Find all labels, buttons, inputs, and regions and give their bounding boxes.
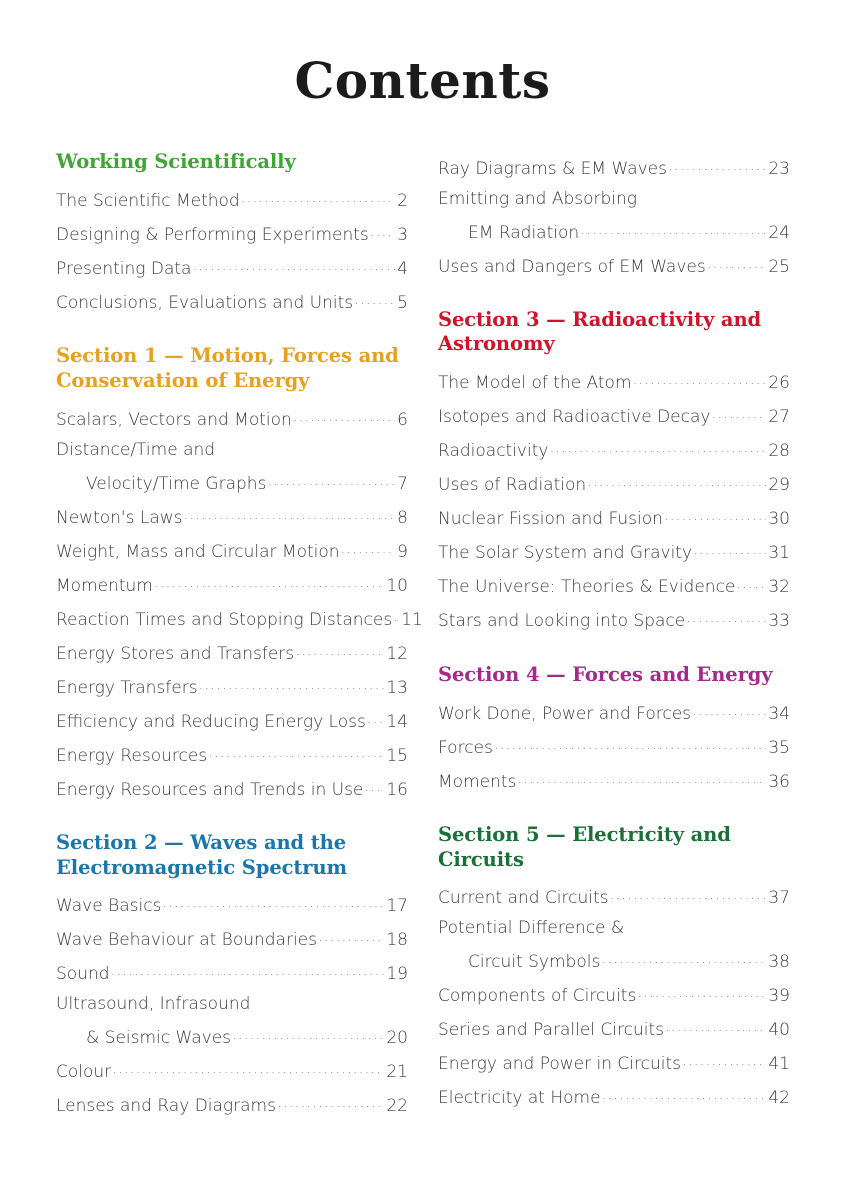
contents-entry-page-number: 36 — [768, 771, 790, 792]
contents-entry[interactable] — [438, 467, 790, 501]
contents-entry-title: Ultrasound, Infrasound — [56, 994, 251, 1015]
contents-entry-title: Wave Basics — [56, 896, 162, 917]
contents-entry[interactable] — [56, 533, 408, 567]
contents-entry-page-number: 39 — [768, 986, 790, 1007]
contents-entry-title: Lenses and Ray Diagrams — [56, 1096, 276, 1117]
contents-section — [438, 663, 790, 797]
contents-entry-title: Wave Behaviour at Boundaries — [56, 930, 318, 951]
leader-dots — [295, 642, 384, 659]
leader-dots — [208, 744, 384, 761]
leader-dots — [393, 608, 399, 625]
contents-entry-title: Energy Resources and Trends in Use — [56, 779, 364, 800]
contents-entry[interactable] — [438, 944, 790, 978]
contents-entry-title: Distance/Time and — [56, 439, 216, 460]
contents-entry-page-number: 8 — [397, 507, 408, 528]
contents-entry[interactable] — [438, 535, 790, 569]
leader-dots — [367, 710, 385, 727]
contents-entry-title: Efficiency and Reducing Energy Loss — [56, 711, 366, 732]
section-heading: Section 1 — Motion, Forces and Conservation of Energy — [56, 344, 399, 392]
leader-dots — [711, 405, 766, 422]
contents-entry-title: Presenting Data — [56, 258, 192, 279]
contents-entry[interactable] — [56, 182, 408, 216]
contents-entry[interactable] — [56, 703, 408, 737]
contents-entry[interactable] — [56, 990, 408, 1020]
contents-entry-page-number: 15 — [386, 745, 408, 766]
contents-entry[interactable] — [56, 435, 408, 465]
contents-entry[interactable] — [56, 1054, 408, 1088]
contents-entry-title: Energy Resources — [56, 745, 208, 766]
contents-entry-title: Energy Transfers — [56, 677, 198, 698]
contents-entry[interactable] — [438, 433, 790, 467]
leader-dots — [602, 1086, 767, 1103]
contents-entry-title: The Universe: Theories & Evidence — [438, 577, 736, 598]
section-heading: Working Scientifically — [56, 150, 296, 173]
contents-entry-page-number: 27 — [768, 407, 790, 428]
contents-entry[interactable] — [438, 1046, 790, 1080]
leader-dots — [736, 575, 766, 592]
leader-dots — [318, 928, 384, 945]
contents-entry-page-number: 19 — [386, 964, 408, 985]
leader-dots — [341, 540, 396, 557]
contents-entry[interactable] — [438, 399, 790, 433]
leader-dots — [364, 778, 384, 795]
contents-entry-title: Moments — [438, 771, 517, 792]
leader-dots — [293, 408, 395, 425]
contents-entry[interactable] — [56, 499, 408, 533]
contents-section — [56, 831, 408, 1122]
section-heading: Section 2 — Waves and the Electromagnetic Spectrum — [56, 831, 348, 879]
contents-entry-title: Velocity/Time Graphs — [86, 473, 267, 494]
section-heading: Section 4 — Forces and Energy — [438, 662, 773, 686]
contents-entry-page-number: 29 — [768, 475, 790, 496]
section-heading: Section 3 — Radioactivity and Astronomy — [438, 308, 762, 356]
contents-entry-page-number: 24 — [768, 222, 790, 243]
contents-entry[interactable] — [438, 729, 790, 763]
contents-entry-title: Stars and Looking into Space — [438, 611, 686, 632]
contents-entry[interactable] — [56, 401, 408, 435]
contents-entry-page-number: 32 — [768, 577, 790, 598]
leader-dots — [682, 1052, 766, 1069]
leader-dots — [494, 736, 767, 753]
leader-dots — [707, 255, 767, 272]
contents-entry[interactable] — [56, 922, 408, 956]
contents-entry-page-number: 7 — [397, 473, 408, 494]
contents-entry[interactable] — [438, 695, 790, 729]
contents-entry-title: Circuit Symbols — [468, 952, 601, 973]
contents-entry-title: Work Done, Power and Forces — [438, 703, 692, 724]
contents-entry-page-number: 34 — [768, 703, 790, 724]
leader-dots — [664, 507, 766, 524]
leader-dots — [232, 1026, 384, 1043]
contents-entry-page-number: 31 — [768, 543, 790, 564]
contents-entry-title: Electricity at Home — [438, 1088, 601, 1109]
contents-entry-title: The Scientific Method — [56, 190, 240, 211]
contents-entry-page-number: 17 — [386, 896, 408, 917]
contents-right-column — [438, 150, 790, 1122]
contents-entry-page-number: 4 — [397, 258, 408, 279]
leader-dots — [370, 223, 395, 240]
leader-dots — [112, 1060, 384, 1077]
page-title: Contents — [294, 51, 551, 110]
leader-dots — [665, 1018, 766, 1035]
contents-entry-title: Sound — [56, 964, 110, 985]
contents-entry-page-number: 41 — [768, 1054, 790, 1075]
contents-entry[interactable] — [56, 465, 408, 499]
leader-dots — [580, 221, 766, 238]
contents-columns — [0, 150, 845, 1122]
leader-dots — [277, 1094, 384, 1111]
contents-section — [56, 344, 423, 805]
contents-entry[interactable] — [438, 603, 790, 637]
leader-dots — [111, 962, 385, 979]
contents-entry-title: Energy and Power in Circuits — [438, 1054, 681, 1075]
contents-entry[interactable] — [438, 150, 790, 184]
leader-dots — [162, 894, 384, 911]
contents-entry-title: The Solar System and Gravity — [438, 543, 693, 564]
contents-entry[interactable] — [438, 248, 790, 282]
contents-entry-page-number: 30 — [768, 509, 790, 530]
contents-entry-title: Uses of Radiation — [438, 475, 587, 496]
contents-entry-title: EM Radiation — [468, 222, 580, 243]
contents-entry-title: Components of Circuits — [438, 986, 637, 1007]
leader-dots — [610, 886, 767, 903]
contents-entry-page-number: 2 — [397, 190, 408, 211]
contents-entry-page-number: 25 — [768, 256, 790, 277]
contents-entry-title: Newton's Laws — [56, 507, 183, 528]
contents-entry-title: Reaction Times and Stopping Distances — [56, 609, 393, 630]
contents-left-column — [56, 150, 423, 1122]
leader-dots — [587, 473, 766, 490]
contents-entry-page-number: 14 — [386, 711, 408, 732]
contents-entry-page-number: 3 — [397, 224, 408, 245]
contents-entry[interactable] — [56, 737, 408, 771]
contents-entry[interactable] — [56, 601, 423, 635]
leader-dots — [686, 609, 766, 626]
contents-entry-page-number: 20 — [386, 1028, 408, 1049]
contents-section — [56, 150, 408, 318]
contents-entry-page-number: 13 — [386, 677, 408, 698]
contents-entry[interactable] — [56, 669, 408, 703]
contents-entry-page-number: 22 — [386, 1096, 408, 1117]
contents-entry[interactable] — [56, 888, 408, 922]
contents-entry[interactable] — [56, 567, 408, 601]
contents-entry[interactable] — [56, 216, 408, 250]
contents-entry[interactable] — [56, 771, 408, 805]
contents-entry-page-number: 9 — [397, 541, 408, 562]
leader-dots — [517, 770, 766, 787]
leader-dots — [184, 506, 396, 523]
contents-entry-page-number: 11 — [401, 609, 423, 630]
contents-entry[interactable] — [438, 1080, 790, 1114]
contents-entry-title: Emitting and Absorbing — [438, 188, 638, 209]
leader-dots — [633, 371, 767, 388]
leader-dots — [601, 950, 766, 967]
contents-entry-page-number: 10 — [386, 575, 408, 596]
contents-entry-title: Isotopes and Radioactive Decay — [438, 407, 711, 428]
contents-entry-title: Radioactivity — [438, 441, 549, 462]
contents-entry-page-number: 12 — [386, 643, 408, 664]
contents-entry[interactable] — [56, 1020, 408, 1054]
contents-entry[interactable] — [56, 956, 408, 990]
contents-entry[interactable] — [438, 978, 790, 1012]
contents-section — [438, 308, 790, 637]
contents-entry-title: Uses and Dangers of EM Waves — [438, 256, 706, 277]
contents-entry[interactable] — [438, 214, 790, 248]
contents-entry-title: Energy Stores and Transfers — [56, 643, 295, 664]
contents-section — [438, 150, 790, 282]
leader-dots — [192, 257, 395, 274]
contents-entry-page-number: 38 — [768, 952, 790, 973]
leader-dots — [549, 439, 766, 456]
contents-entry-title: Weight, Mass and Circular Motion — [56, 541, 340, 562]
leader-dots — [267, 472, 395, 489]
contents-entry-page-number: 40 — [768, 1020, 790, 1041]
contents-entry-page-number: 37 — [768, 888, 790, 909]
contents-entry[interactable] — [438, 914, 790, 944]
contents-entry[interactable] — [56, 1088, 408, 1122]
contents-entry[interactable] — [56, 284, 408, 318]
contents-entry-title: Potential Difference & — [438, 918, 625, 939]
leader-dots — [154, 574, 384, 591]
leader-dots — [637, 984, 766, 1001]
contents-entry-page-number: 28 — [768, 441, 790, 462]
contents-entry-page-number: 18 — [386, 930, 408, 951]
contents-entry-title: Forces — [438, 737, 493, 758]
leader-dots — [668, 157, 766, 174]
contents-entry-title: Conclusions, Evaluations and Units — [56, 292, 354, 313]
contents-entry-page-number: 26 — [768, 373, 790, 394]
contents-entry[interactable] — [438, 1012, 790, 1046]
contents-entry[interactable] — [438, 569, 790, 603]
contents-entry[interactable] — [438, 365, 790, 399]
contents-entry-title: Momentum — [56, 575, 153, 596]
contents-entry-title: Current and Circuits — [438, 888, 609, 909]
leader-dots — [354, 291, 395, 308]
contents-entry[interactable] — [56, 250, 408, 284]
contents-entry-title: Scalars, Vectors and Motion — [56, 409, 292, 430]
contents-entry-page-number: 35 — [768, 737, 790, 758]
contents-entry-page-number: 33 — [768, 611, 790, 632]
contents-entry-page-number: 21 — [386, 1062, 408, 1083]
contents-entry-title: Nuclear Fission and Fusion — [438, 509, 663, 530]
section-heading: Section 5 — Electricity and Circuits — [438, 823, 731, 871]
contents-entry-title: Colour — [56, 1062, 112, 1083]
leader-dots — [199, 676, 385, 693]
contents-entry-page-number: 5 — [397, 292, 408, 313]
contents-entry-title: Ray Diagrams & EM Waves — [438, 158, 667, 179]
contents-entry[interactable] — [438, 501, 790, 535]
contents-entry[interactable] — [438, 763, 790, 797]
contents-entry-page-number: 23 — [768, 158, 790, 179]
contents-entry-title: & Seismic Waves — [86, 1028, 232, 1049]
contents-entry-title: Designing & Performing Experiments — [56, 224, 369, 245]
contents-entry-page-number: 6 — [397, 409, 408, 430]
contents-section — [438, 823, 790, 1114]
contents-entry-page-number: 42 — [768, 1088, 790, 1109]
leader-dots — [241, 189, 395, 206]
contents-entry-title: The Model of the Atom — [438, 373, 632, 394]
contents-entry-title: Series and Parallel Circuits — [438, 1020, 664, 1041]
contents-entry[interactable] — [56, 635, 408, 669]
contents-entry[interactable] — [438, 184, 790, 214]
contents-entry-page-number: 16 — [386, 779, 408, 800]
leader-dots — [693, 541, 766, 558]
contents-entry[interactable] — [438, 880, 790, 914]
leader-dots — [692, 702, 766, 719]
